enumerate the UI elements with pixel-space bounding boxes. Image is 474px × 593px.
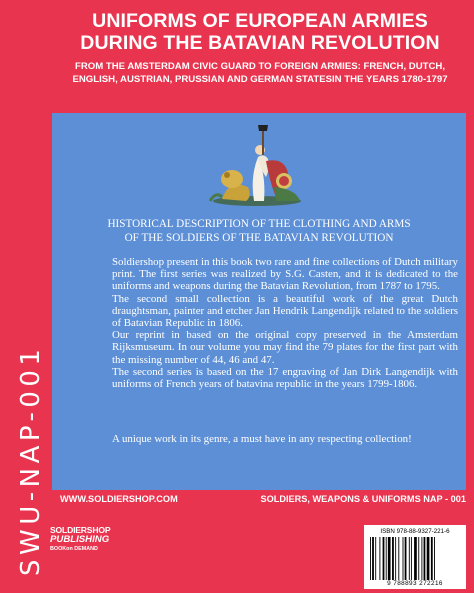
- logo-line-2: PUBLISHING: [50, 534, 110, 545]
- description-paragraph: The second series is based on the 17 engraving of Jan Dirk Langendijk with uniforms of French years of batavina republic in the years 1799-1806.: [112, 365, 458, 391]
- book-title: [50, 10, 470, 54]
- description-text: [112, 256, 458, 390]
- publisher-logo: [50, 525, 111, 581]
- subtitle-line-1: FROM THE AMSTERDAM CIVIC GUARD TO FOREIGN ARMIES: FRENCH, DUTCH,: [74, 61, 446, 72]
- isbn-label: ISBN 978-88-9327-221-6: [380, 528, 450, 535]
- barcode-image: [368, 537, 462, 580]
- panel-heading: [60, 217, 458, 245]
- description-paragraph: Our reprint in based on the original copy preserved in the Amsterdam Rijksmuseum. In our volume you may find the 79 plates for the first part with the missing number of 44, 46 and 47.: [112, 329, 458, 366]
- spine-code: SWU-NAP-001: [16, 344, 46, 576]
- series-label: SOLDIERS, WEAPONS & UNIFORMS NAP - 001: [260, 494, 466, 504]
- allegorical-emblem-image: [192, 117, 322, 207]
- description-panel: [52, 113, 466, 490]
- panel-heading-line-2: OF THE SOLDIERS OF THE BATAVIAN REVOLUTION: [124, 232, 394, 244]
- website-url: WWW.SOLDIERSHOP.COM: [60, 494, 178, 504]
- closing-line: A unique work in its genre, a must have in any respecting collection!: [112, 433, 412, 445]
- subtitle-line-2: ENGLISH, AUSTRIAN, PRUSSIAN AND GERMAN STATESIN THE YEARS 1780-1797: [72, 74, 448, 85]
- book-subtitle: [52, 60, 468, 86]
- spine-code-strip: [6, 110, 46, 580]
- description-paragraph: The second small collection is a beautiful work of the great Dutch draughtsman, painter and etcher Jan Hendrik Langendijk related to the soldiers of Batavian Republic in 1806.: [112, 292, 458, 330]
- title-line-2: DURING THE BATAVIAN REVOLUTION: [80, 32, 440, 54]
- title-line-1: UNIFORMS OF EUROPEAN ARMIES: [92, 10, 428, 32]
- logo-line-3: BOOKon DEMAND: [50, 546, 98, 552]
- logo-line-1: SOLDIERSHOP: [50, 525, 111, 535]
- barcode-box: [364, 525, 466, 589]
- barcode-digits: 9 788893 272216: [387, 580, 443, 587]
- description-paragraph: Soldiershop present in this book two rare and fine collections of Dutch military print. The first series was realized by S.G. Casten, and it is dedicated to the uniforms and weapons during the Batavian Revolution, from 1787 to 1795.: [112, 256, 458, 293]
- panel-heading-line-1: HISTORICAL DESCRIPTION OF THE CLOTHING AND ARMS: [107, 218, 411, 230]
